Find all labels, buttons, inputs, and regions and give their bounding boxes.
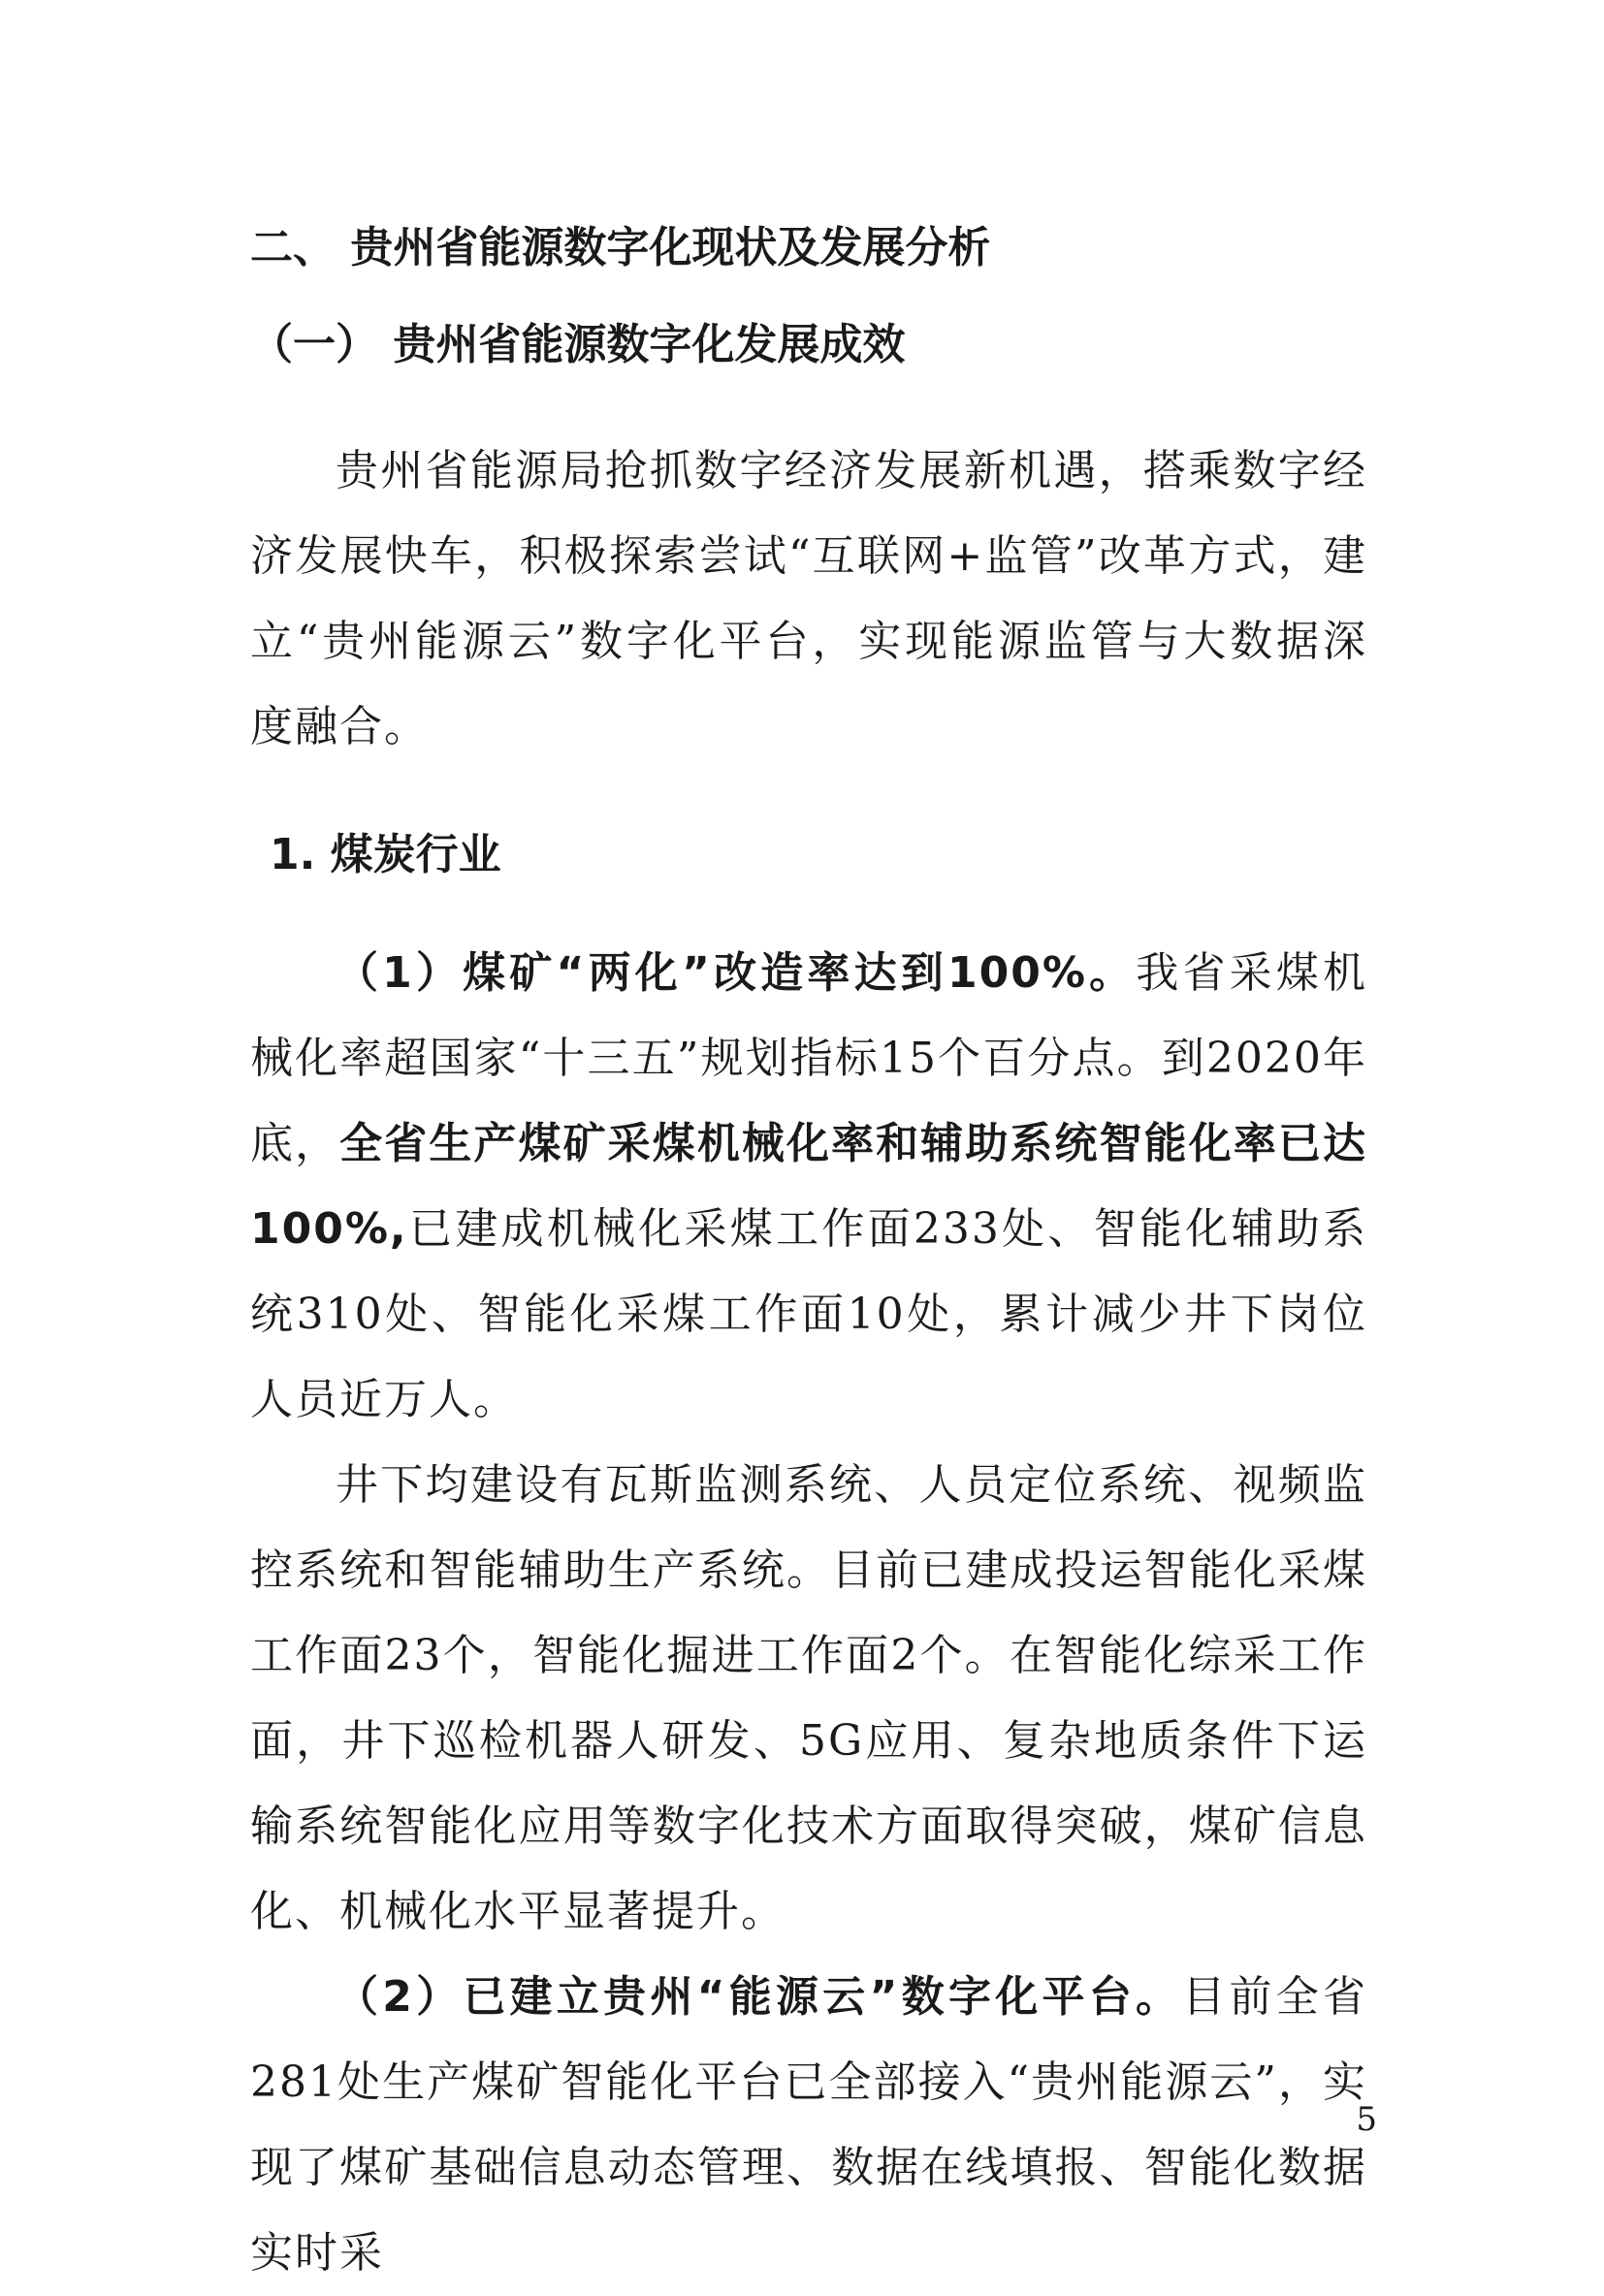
item-heading: 1. 煤炭行业 <box>270 830 501 879</box>
paragraph-underground-systems: 井下均建设有瓦斯监测系统、人员定位系统、视频监控系统和智能辅助生产系统。目前已建成投运智能化采煤工作面23个，智能化掘进工作面2个。在智能化综采工作面，井下巡检机器人研发、5G应用、复杂地质条件下运输系统智能化应用等数字化技术方面取得突破，煤矿信息化、机械化水平显著提升。 <box>250 1460 1367 1936</box>
paragraph-energy-cloud <box>250 1955 1367 2296</box>
paragraph-text: 目前全省281处生产煤矿智能化平台已全部接入“贵州能源云”，实现了煤矿基础信息动态管理、数据在线填报、智能化数据实时采 <box>250 1972 1368 2278</box>
paragraph-emphasis-bold: 全省生产煤矿采煤机械化率和辅助系统智能化率已达100%, <box>250 1119 1368 1254</box>
intro-paragraph: 贵州省能源局抢抓数字经济发展新机遇，搭乘数字经济发展快车，积极探索尝试“互联网+监管”改革方式，建立“贵州能源云”数字化平台，实现能源监管与大数据深度融合。 <box>250 446 1367 751</box>
page-number: 5 <box>1356 2100 1377 2139</box>
section-heading: 二、 贵州省能源数字化现状及发展分析 <box>250 223 991 272</box>
paragraph-lead-bold: （1）煤矿“两化”改造率达到100%。 <box>336 948 1137 998</box>
paragraph-text: 我省采煤机械化率超国家“十三五”规划指标15个百分点。到2020年底， <box>250 948 1368 1168</box>
paragraph-lead-bold: （2）已建立贵州“能源云”数字化平台。 <box>336 1972 1183 2022</box>
paragraph-coal-mechanization <box>250 931 1367 1443</box>
subsection-heading: （一） 贵州省能源数字化发展成效 <box>250 320 906 369</box>
page-content <box>250 219 1367 2296</box>
paragraph-text: 已建成机械化采煤工作面233处、智能化辅助系统310处、智能化采煤工作面10处，累计减少井下岗位人员近万人。 <box>250 1204 1367 1424</box>
